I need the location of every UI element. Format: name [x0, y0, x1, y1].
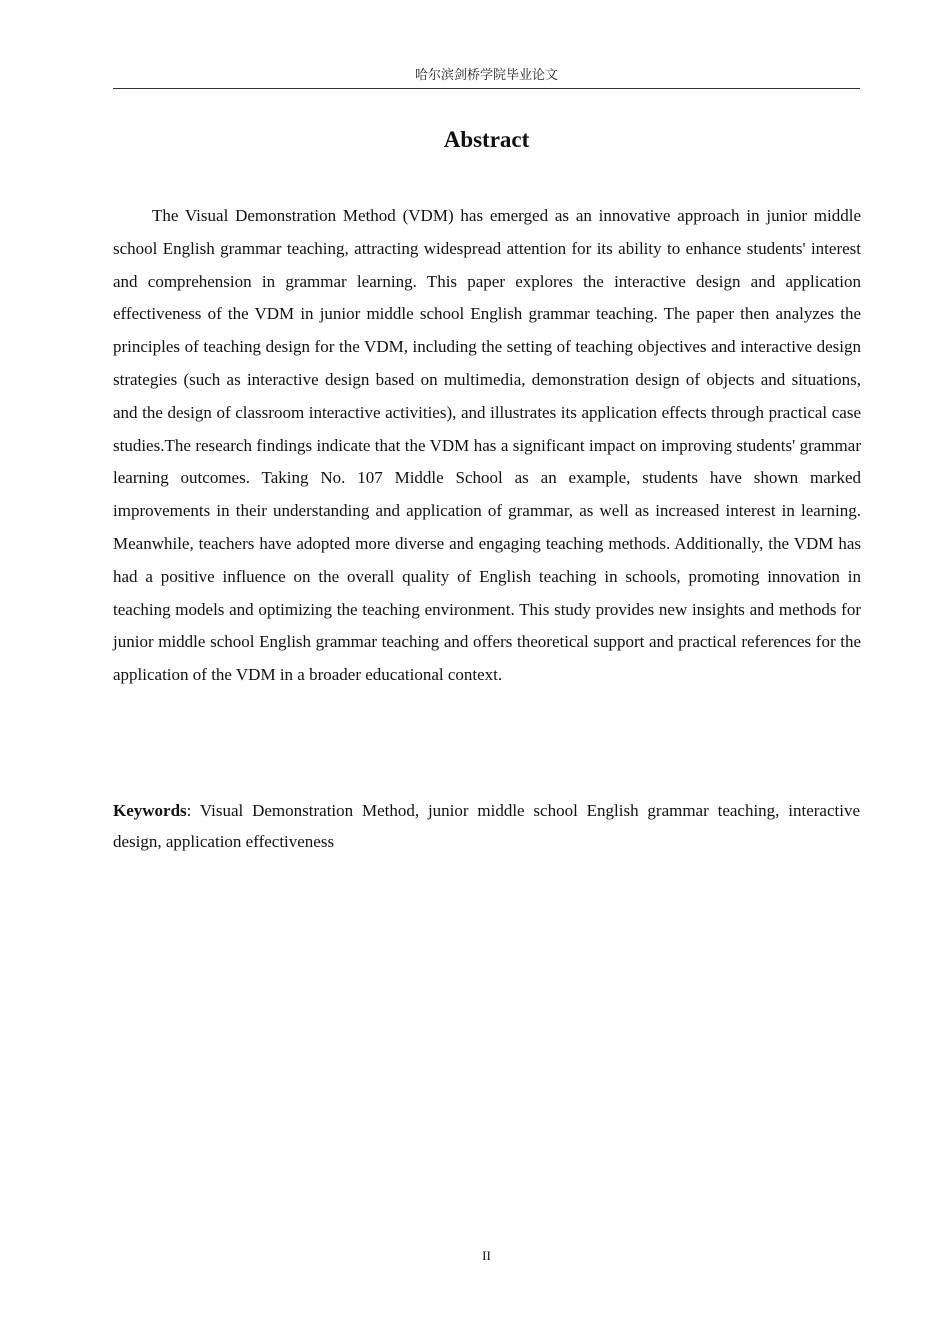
keywords-separator: : [186, 801, 200, 820]
keywords-paragraph [113, 795, 860, 857]
page-header [113, 66, 860, 89]
page-number: II [482, 1248, 491, 1263]
keywords-label: Keywords [113, 801, 187, 820]
keywords-text: Visual Demonstration Method, junior middle school English grammar teaching, interactive design, application effectiveness [113, 801, 860, 851]
page-title: Abstract [443, 127, 530, 152]
header-text: 哈尔滨剑桥学院毕业论文 [414, 68, 558, 83]
abstract-paragraph: The Visual Demonstration Method (VDM) has emerged as an innovative approach in junior middle school English grammar teaching, attracting widespread attention for its ability to enhance students' interest and comprehension in grammar learning. This paper explores the interactive design and application effectiveness of the VDM in junior middle school English grammar teaching. The paper then analyzes the principles of teaching design for the VDM, including the setting of teaching objectives and interactive design strategies (such as interactive design based on multimedia, demonstration design of objects and situations, and the design of classroom interactive activities), and illustrates its application effects through practical case studies.The research findings indicate that the VDM has a significant impact on improving students' grammar learning outcomes. Taking No. 107 Middle School as an example, students have shown marked improvements in their understanding and application of grammar, as well as increased interest in learning. Meanwhile, teachers have adopted more diverse and engaging teaching methods. Additionally, the VDM has had a positive influence on the overall quality of English teaching in schools, promoting innovation in teaching models and optimizing the teaching environment. This study provides new insights and methods for junior middle school English grammar teaching and offers theoretical support and practical references for the application of the VDM in a broader educational context. [113, 206, 861, 685]
